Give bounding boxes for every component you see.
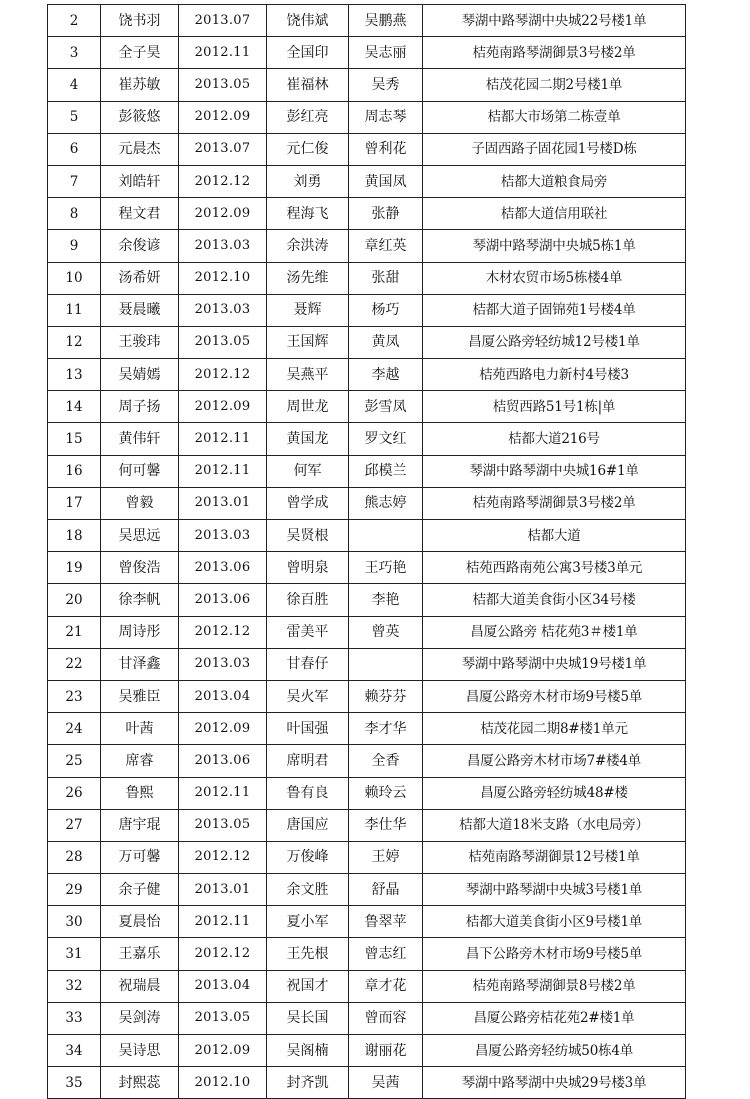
student-number-cell: 29 <box>48 874 101 906</box>
student-name-cell: 黄伟轩 <box>101 423 179 455</box>
table-row <box>48 1067 686 1099</box>
student-name-cell: 祝瑞晨 <box>101 970 179 1002</box>
student-name-cell: 吴婧嫣 <box>101 359 179 391</box>
mother-name-cell: 吴志丽 <box>349 37 423 69</box>
birth-date-cell: 2012.09 <box>179 101 267 133</box>
home-address-cell: 桔都大道子固锦苑1号楼4单 <box>423 294 686 326</box>
birth-date-cell: 2013.03 <box>179 230 267 262</box>
student-name-cell: 何可馨 <box>101 455 179 487</box>
birth-date-cell: 2012.09 <box>179 198 267 230</box>
mother-name-cell: 赖芬芬 <box>349 680 423 712</box>
father-name-cell: 夏小军 <box>267 906 349 938</box>
student-name-cell: 曾毅 <box>101 487 179 519</box>
student-name-cell: 甘泽鑫 <box>101 648 179 680</box>
birth-date-cell: 2013.05 <box>179 1002 267 1034</box>
mother-name-cell <box>349 520 423 552</box>
father-name-cell: 吴贤根 <box>267 520 349 552</box>
father-name-cell: 曾明泉 <box>267 552 349 584</box>
mother-name-cell: 邱模兰 <box>349 455 423 487</box>
birth-date-cell: 2013.04 <box>179 680 267 712</box>
father-name-cell: 鲁有良 <box>267 777 349 809</box>
student-name-cell: 余俊谚 <box>101 230 179 262</box>
student-number-cell: 35 <box>48 1067 101 1099</box>
father-name-cell: 祝国才 <box>267 970 349 1002</box>
table-row <box>48 1035 686 1067</box>
mother-name-cell: 赖玲云 <box>349 777 423 809</box>
birth-date-cell: 2012.09 <box>179 391 267 423</box>
home-address-cell: 桔都大道216号 <box>423 423 686 455</box>
table-row <box>48 777 686 809</box>
father-name-cell: 饶伟斌 <box>267 5 349 37</box>
mother-name-cell: 李越 <box>349 359 423 391</box>
mother-name-cell: 全香 <box>349 745 423 777</box>
mother-name-cell: 李仕华 <box>349 809 423 841</box>
mother-name-cell: 张静 <box>349 198 423 230</box>
birth-date-cell: 2013.03 <box>179 294 267 326</box>
table-row <box>48 713 686 745</box>
table-row <box>48 745 686 777</box>
home-address-cell: 桔都大道美食街小区34号楼 <box>423 584 686 616</box>
father-name-cell: 程海飞 <box>267 198 349 230</box>
home-address-cell: 昌厦公路旁轻纺城12号楼1单 <box>423 326 686 358</box>
father-name-cell: 王先根 <box>267 938 349 970</box>
student-name-cell: 饶书羽 <box>101 5 179 37</box>
table-row <box>48 326 686 358</box>
home-address-cell: 桔茂花园二期8#楼1单元 <box>423 713 686 745</box>
student-number-cell: 8 <box>48 198 101 230</box>
home-address-cell: 桔苑南路琴湖御景3号楼2单 <box>423 37 686 69</box>
mother-name-cell: 吴秀 <box>349 69 423 101</box>
student-name-cell: 聂晨曦 <box>101 294 179 326</box>
father-name-cell: 席明君 <box>267 745 349 777</box>
home-address-cell: 昌厦公路旁轻纺城50栋4单 <box>423 1035 686 1067</box>
table-row <box>48 165 686 197</box>
birth-date-cell: 2012.11 <box>179 37 267 69</box>
student-number-cell: 24 <box>48 713 101 745</box>
mother-name-cell: 曾志红 <box>349 938 423 970</box>
student-number-cell: 20 <box>48 584 101 616</box>
student-number-cell: 22 <box>48 648 101 680</box>
home-address-cell: 昌厦公路旁桔花苑2#楼1单 <box>423 1002 686 1034</box>
mother-name-cell: 黄国凤 <box>349 165 423 197</box>
table-row <box>48 809 686 841</box>
birth-date-cell: 2012.11 <box>179 455 267 487</box>
mother-name-cell: 鲁翠苹 <box>349 906 423 938</box>
student-number-cell: 14 <box>48 391 101 423</box>
mother-name-cell: 王巧艳 <box>349 552 423 584</box>
student-name-cell: 吴雅臣 <box>101 680 179 712</box>
student-number-cell: 30 <box>48 906 101 938</box>
home-address-cell: 昌下公路旁木材市场9号楼5单 <box>423 938 686 970</box>
mother-name-cell: 吴鹏燕 <box>349 5 423 37</box>
father-name-cell: 周世龙 <box>267 391 349 423</box>
mother-name-cell: 罗文红 <box>349 423 423 455</box>
student-number-cell: 18 <box>48 520 101 552</box>
home-address-cell: 桔苑南路琴湖御景12号楼1单 <box>423 841 686 873</box>
student-number-cell: 15 <box>48 423 101 455</box>
student-name-cell: 周诗彤 <box>101 616 179 648</box>
table-row <box>48 294 686 326</box>
father-name-cell: 曾学成 <box>267 487 349 519</box>
student-name-cell: 吴思远 <box>101 520 179 552</box>
birth-date-cell: 2012.12 <box>179 841 267 873</box>
mother-name-cell: 章红英 <box>349 230 423 262</box>
table-row <box>48 423 686 455</box>
father-name-cell: 王国辉 <box>267 326 349 358</box>
student-number-cell: 13 <box>48 359 101 391</box>
mother-name-cell: 熊志婷 <box>349 487 423 519</box>
table-row <box>48 230 686 262</box>
mother-name-cell: 曾而容 <box>349 1002 423 1034</box>
table-row <box>48 198 686 230</box>
student-number-cell: 16 <box>48 455 101 487</box>
student-number-cell: 11 <box>48 294 101 326</box>
table-row <box>48 487 686 519</box>
table-row <box>48 970 686 1002</box>
student-number-cell: 19 <box>48 552 101 584</box>
student-name-cell: 夏晨怡 <box>101 906 179 938</box>
student-number-cell: 32 <box>48 970 101 1002</box>
student-number-cell: 9 <box>48 230 101 262</box>
father-name-cell: 黄国龙 <box>267 423 349 455</box>
table-row <box>48 648 686 680</box>
father-name-cell: 余洪涛 <box>267 230 349 262</box>
birth-date-cell: 2012.11 <box>179 423 267 455</box>
home-address-cell: 昌厦公路旁 桔花苑3＃楼1单 <box>423 616 686 648</box>
home-address-cell: 桔都大道信用联社 <box>423 198 686 230</box>
father-name-cell: 元仁俊 <box>267 133 349 165</box>
table-row <box>48 841 686 873</box>
birth-date-cell: 2012.09 <box>179 713 267 745</box>
father-name-cell: 全国印 <box>267 37 349 69</box>
student-name-cell: 彭筱悠 <box>101 101 179 133</box>
student-name-cell: 崔苏敏 <box>101 69 179 101</box>
home-address-cell: 桔苑西路南苑公寓3号楼3单元 <box>423 552 686 584</box>
roster-body <box>48 5 686 1099</box>
student-number-cell: 5 <box>48 101 101 133</box>
student-number-cell: 6 <box>48 133 101 165</box>
father-name-cell: 万俊峰 <box>267 841 349 873</box>
student-name-cell: 徐李帆 <box>101 584 179 616</box>
father-name-cell: 雷美平 <box>267 616 349 648</box>
birth-date-cell: 2013.06 <box>179 584 267 616</box>
father-name-cell: 徐百胜 <box>267 584 349 616</box>
table-row <box>48 552 686 584</box>
home-address-cell: 昌厦公路旁木材市场7#楼4单 <box>423 745 686 777</box>
student-number-cell: 26 <box>48 777 101 809</box>
birth-date-cell: 2013.05 <box>179 326 267 358</box>
father-name-cell: 叶国强 <box>267 713 349 745</box>
home-address-cell: 子固西路子固花园1号楼D栋 <box>423 133 686 165</box>
birth-date-cell: 2013.01 <box>179 874 267 906</box>
student-name-cell: 唐宇琨 <box>101 809 179 841</box>
father-name-cell: 甘春仔 <box>267 648 349 680</box>
birth-date-cell: 2012.10 <box>179 1067 267 1099</box>
home-address-cell: 桔都大道美食街小区9号楼1单 <box>423 906 686 938</box>
father-name-cell: 唐国应 <box>267 809 349 841</box>
student-name-cell: 周子扬 <box>101 391 179 423</box>
father-name-cell: 吴燕平 <box>267 359 349 391</box>
student-name-cell: 程文君 <box>101 198 179 230</box>
student-name-cell: 王嘉乐 <box>101 938 179 970</box>
father-name-cell: 刘勇 <box>267 165 349 197</box>
table-row <box>48 520 686 552</box>
table-row <box>48 906 686 938</box>
home-address-cell: 昌厦公路旁轻纺城48#楼 <box>423 777 686 809</box>
birth-date-cell: 2013.05 <box>179 69 267 101</box>
mother-name-cell: 章才花 <box>349 970 423 1002</box>
table-row <box>48 5 686 37</box>
father-name-cell: 吴火军 <box>267 680 349 712</box>
birth-date-cell: 2012.09 <box>179 1035 267 1067</box>
student-number-cell: 33 <box>48 1002 101 1034</box>
table-row <box>48 874 686 906</box>
table-row <box>48 262 686 294</box>
student-name-cell: 元晨杰 <box>101 133 179 165</box>
student-number-cell: 3 <box>48 37 101 69</box>
table-row <box>48 1002 686 1034</box>
birth-date-cell: 2012.12 <box>179 359 267 391</box>
student-name-cell: 余子健 <box>101 874 179 906</box>
student-number-cell: 17 <box>48 487 101 519</box>
birth-date-cell: 2012.12 <box>179 165 267 197</box>
home-address-cell: 木材农贸市场5栋楼4单 <box>423 262 686 294</box>
student-number-cell: 21 <box>48 616 101 648</box>
student-name-cell: 刘皓轩 <box>101 165 179 197</box>
student-name-cell: 叶茜 <box>101 713 179 745</box>
birth-date-cell: 2012.10 <box>179 262 267 294</box>
table-row <box>48 455 686 487</box>
mother-name-cell: 李才华 <box>349 713 423 745</box>
father-name-cell: 吴长国 <box>267 1002 349 1034</box>
mother-name-cell: 彭雪凤 <box>349 391 423 423</box>
home-address-cell: 桔苑西路电力新村4号楼3 <box>423 359 686 391</box>
student-name-cell: 封熙蕊 <box>101 1067 179 1099</box>
student-name-cell: 席睿 <box>101 745 179 777</box>
birth-date-cell: 2012.12 <box>179 616 267 648</box>
home-address-cell: 桔茂花园二期2号楼1单 <box>423 69 686 101</box>
mother-name-cell: 曾英 <box>349 616 423 648</box>
mother-name-cell: 王婷 <box>349 841 423 873</box>
birth-date-cell: 2013.06 <box>179 552 267 584</box>
birth-date-cell: 2013.07 <box>179 133 267 165</box>
student-name-cell: 鲁熙 <box>101 777 179 809</box>
student-number-cell: 31 <box>48 938 101 970</box>
table-row <box>48 359 686 391</box>
table-row <box>48 37 686 69</box>
home-address-cell: 琴湖中路琴湖中央城16#1单 <box>423 455 686 487</box>
mother-name-cell: 曾利花 <box>349 133 423 165</box>
birth-date-cell: 2013.03 <box>179 648 267 680</box>
home-address-cell: 桔都大道 <box>423 520 686 552</box>
father-name-cell: 聂辉 <box>267 294 349 326</box>
student-number-cell: 4 <box>48 69 101 101</box>
mother-name-cell: 杨巧 <box>349 294 423 326</box>
father-name-cell: 何军 <box>267 455 349 487</box>
home-address-cell: 琴湖中路琴湖中央城5栋1单 <box>423 230 686 262</box>
student-name-cell: 全子昊 <box>101 37 179 69</box>
father-name-cell: 彭红亮 <box>267 101 349 133</box>
student-number-cell: 23 <box>48 680 101 712</box>
home-address-cell: 桔贸西路51号1栋|单 <box>423 391 686 423</box>
father-name-cell: 崔福林 <box>267 69 349 101</box>
home-address-cell: 琴湖中路琴湖中央城29号楼3单 <box>423 1067 686 1099</box>
table-row <box>48 938 686 970</box>
mother-name-cell: 吴茜 <box>349 1067 423 1099</box>
table-row <box>48 616 686 648</box>
student-name-cell: 吴诗思 <box>101 1035 179 1067</box>
mother-name-cell: 张甜 <box>349 262 423 294</box>
mother-name-cell: 谢丽花 <box>349 1035 423 1067</box>
student-number-cell: 7 <box>48 165 101 197</box>
home-address-cell: 琴湖中路琴湖中央城19号楼1单 <box>423 648 686 680</box>
table-row <box>48 391 686 423</box>
mother-name-cell: 黄凤 <box>349 326 423 358</box>
home-address-cell: 昌厦公路旁木材市场9号楼5单 <box>423 680 686 712</box>
father-name-cell: 余文胜 <box>267 874 349 906</box>
student-number-cell: 27 <box>48 809 101 841</box>
mother-name-cell: 周志琴 <box>349 101 423 133</box>
birth-date-cell: 2013.01 <box>179 487 267 519</box>
student-name-cell: 吴剑涛 <box>101 1002 179 1034</box>
home-address-cell: 桔都大道粮食局旁 <box>423 165 686 197</box>
mother-name-cell: 李艳 <box>349 584 423 616</box>
table-row <box>48 680 686 712</box>
student-name-cell: 王骏玮 <box>101 326 179 358</box>
home-address-cell: 桔苑南路琴湖御景8号楼2单 <box>423 970 686 1002</box>
mother-name-cell: 舒晶 <box>349 874 423 906</box>
student-number-cell: 10 <box>48 262 101 294</box>
birth-date-cell: 2013.06 <box>179 745 267 777</box>
father-name-cell: 汤先维 <box>267 262 349 294</box>
student-number-cell: 34 <box>48 1035 101 1067</box>
mother-name-cell <box>349 648 423 680</box>
home-address-cell: 桔都大市场第二栋壹单 <box>423 101 686 133</box>
birth-date-cell: 2012.11 <box>179 777 267 809</box>
student-number-cell: 2 <box>48 5 101 37</box>
home-address-cell: 琴湖中路琴湖中央城3号楼1单 <box>423 874 686 906</box>
birth-date-cell: 2012.12 <box>179 938 267 970</box>
student-name-cell: 万可馨 <box>101 841 179 873</box>
home-address-cell: 桔苑南路琴湖御景3号楼2单 <box>423 487 686 519</box>
birth-date-cell: 2013.05 <box>179 809 267 841</box>
table-row <box>48 133 686 165</box>
birth-date-cell: 2012.11 <box>179 906 267 938</box>
student-name-cell: 曾俊浩 <box>101 552 179 584</box>
father-name-cell: 封齐凯 <box>267 1067 349 1099</box>
home-address-cell: 桔都大道18米支路（水电局旁） <box>423 809 686 841</box>
student-name-cell: 汤希妍 <box>101 262 179 294</box>
student-number-cell: 28 <box>48 841 101 873</box>
home-address-cell: 琴湖中路琴湖中央城22号楼1单 <box>423 5 686 37</box>
table-row <box>48 584 686 616</box>
student-number-cell: 25 <box>48 745 101 777</box>
student-number-cell: 12 <box>48 326 101 358</box>
table-row <box>48 101 686 133</box>
student-roster-table <box>47 4 686 1099</box>
father-name-cell: 吴阁楠 <box>267 1035 349 1067</box>
birth-date-cell: 2013.03 <box>179 520 267 552</box>
table-row <box>48 69 686 101</box>
birth-date-cell: 2013.07 <box>179 5 267 37</box>
birth-date-cell: 2013.04 <box>179 970 267 1002</box>
